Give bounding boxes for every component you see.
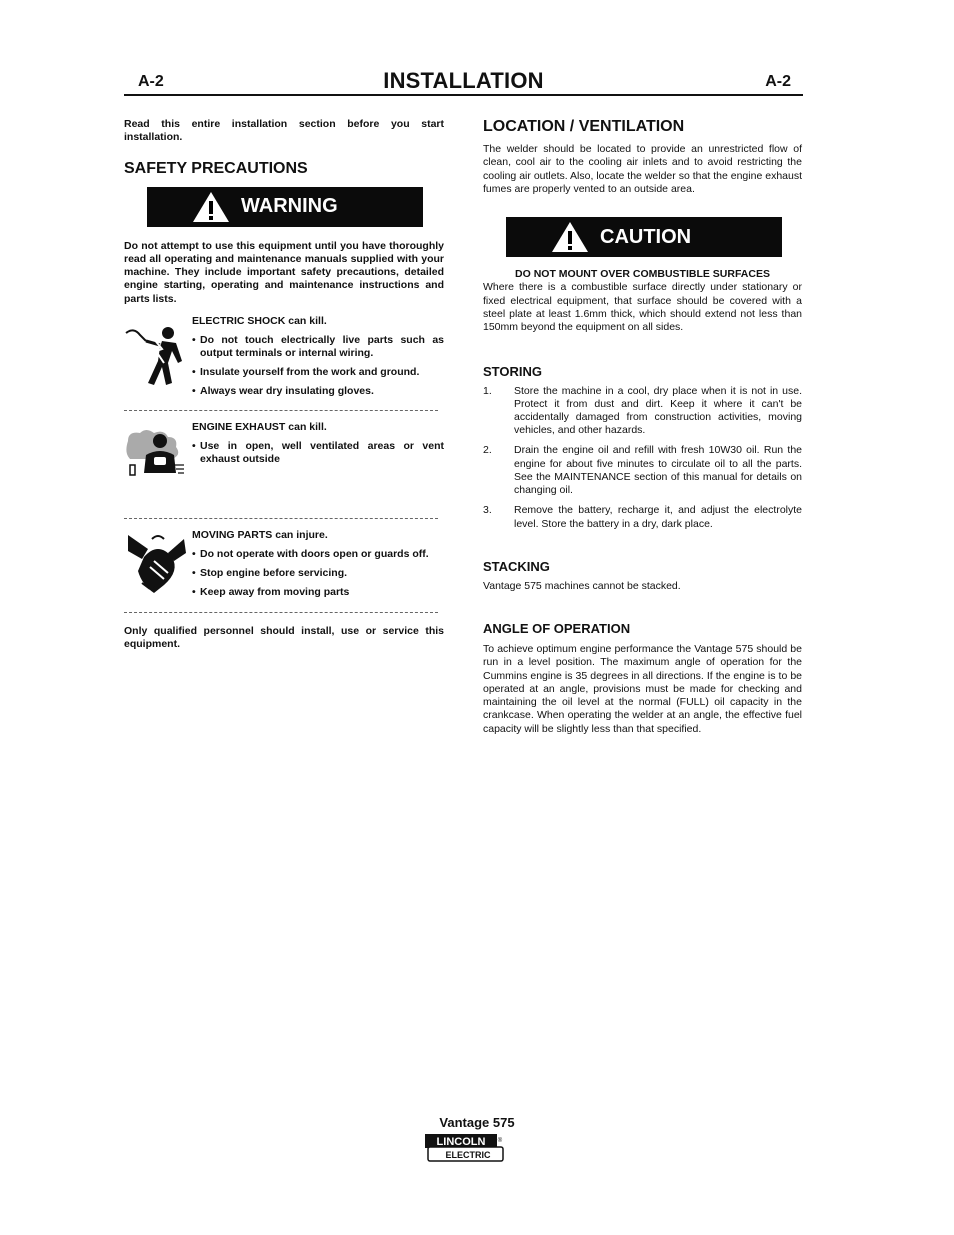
divider — [124, 518, 438, 519]
engine-exhaust-icon — [124, 427, 188, 483]
hazard-title: ELECTRIC SHOCK can kill. — [192, 315, 327, 328]
warning-text: Do not attempt to use this equipment until you have thoroughly read all operating and maintenance manuals supplied with your machine. They include important safety precautions, detailed engine starting, operating and maintenance instructions and parts lists. — [124, 239, 444, 305]
caution-label: CAUTION — [600, 225, 692, 248]
warning-label: WARNING — [241, 195, 338, 218]
hazard-electric-shock — [124, 315, 444, 398]
list-item: 1. Store the machine in a cool, dry place when it is not in use. Protect it from dust and dirt. Keep it where it can't be accidentally damaged from construction activities, moving vehicles, and other hazards. — [483, 384, 802, 437]
page-number-right: A-2 — [765, 73, 791, 90]
lincoln-electric-logo — [424, 1133, 504, 1163]
list-item: 3. Remove the battery, recharge it, and adjust the electrolyte level. Store the battery in a dry, dark place. — [483, 504, 802, 530]
page-number-left: A-2 — [138, 73, 164, 90]
page-title: INSTALLATION — [383, 68, 544, 93]
storing-list — [483, 385, 802, 531]
page-footer — [0, 1115, 954, 1130]
hazard-moving-parts — [124, 529, 444, 600]
logo-top-text: LINCOLN — [436, 1136, 486, 1148]
list-item: • Keep away from moving parts — [192, 586, 350, 599]
angle-heading: ANGLE OF OPERATION — [483, 621, 631, 636]
stacking-text: Vantage 575 machines cannot be stacked. — [483, 579, 681, 592]
divider — [124, 612, 438, 613]
list-item: 2. Drain the engine oil and refill with fresh 10W30 oil. Run the engine for about five minutes to circulate oil to all the parts. See the MAINTENANCE section of this manual for details on changing oil. — [483, 444, 802, 497]
list-item: • Always wear dry insulating gloves. — [192, 385, 374, 398]
warning-triangle-icon — [550, 220, 590, 254]
closing-text: Only qualified personnel should install, use or service this equipment. — [124, 625, 444, 651]
left-column — [124, 118, 444, 652]
list-item: • Insulate yourself from the work and ground. — [192, 366, 420, 379]
logo-bottom-text: ELECTRIC — [445, 1150, 491, 1160]
list-item: • Do not touch electrically live parts such as output terminals or internal wiring. — [192, 334, 444, 360]
hazard-title: MOVING PARTS can injure. — [192, 529, 328, 542]
location-heading: LOCATION / VENTILATION — [483, 118, 685, 135]
storing-heading: STORING — [483, 363, 542, 379]
safety-heading: SAFETY PRECAUTIONS — [124, 159, 308, 177]
page-header — [124, 64, 803, 96]
list-item: • Stop engine before servicing. — [192, 567, 348, 580]
right-column — [483, 118, 802, 736]
list-item: • Do not operate with doors open or guards off. — [192, 548, 429, 561]
warning-triangle-icon — [191, 190, 231, 224]
angle-text: To achieve optimum engine performance the Vantage 575 should be run in a level position. The maximum angle of operation for the Cummins engine is 35 degrees in all directions. If the engine is to be operated at an angle, provisions must be made for checking and maintaining the oil level at the normal (FULL) oil capacity in the crankcase. When operating the welder at an angle, the effective fuel capacity will be slightly less than that specified. — [483, 643, 802, 735]
model-name: Vantage 575 — [439, 1115, 515, 1130]
divider — [124, 410, 438, 411]
location-text: The welder should be located to provide an unrestricted flow of clean, cool air to the cooling air inlets and to avoid restricting the cooling air outlets. Also, locate the welder so that the engine exhaust fumes are properly vented to an outside area. — [483, 143, 802, 195]
electric-shock-icon — [124, 323, 188, 387]
warning-banner — [147, 187, 423, 227]
caution-banner — [506, 217, 782, 257]
stacking-heading: STACKING — [483, 558, 550, 574]
intro-text: Read this entire installation section before you start installation. — [124, 118, 444, 144]
moving-parts-icon — [124, 531, 188, 595]
registered-mark: ® — [497, 1138, 503, 1144]
list-item: • Use in open, well ventilated areas or vent exhaust outside — [192, 440, 444, 466]
hazard-engine-exhaust — [124, 421, 444, 488]
caution-heading: DO NOT MOUNT OVER COMBUSTIBLE SURFACES — [515, 268, 770, 281]
hazard-title: ENGINE EXHAUST can kill. — [192, 421, 327, 434]
caution-text: Where there is a combustible surface directly under stationary or fixed electrical equipment, that surface should be covered with a steel plate at least 1.6mm thick, which should extend not less than 150mm beyond the equipment on all sides. — [483, 281, 802, 334]
